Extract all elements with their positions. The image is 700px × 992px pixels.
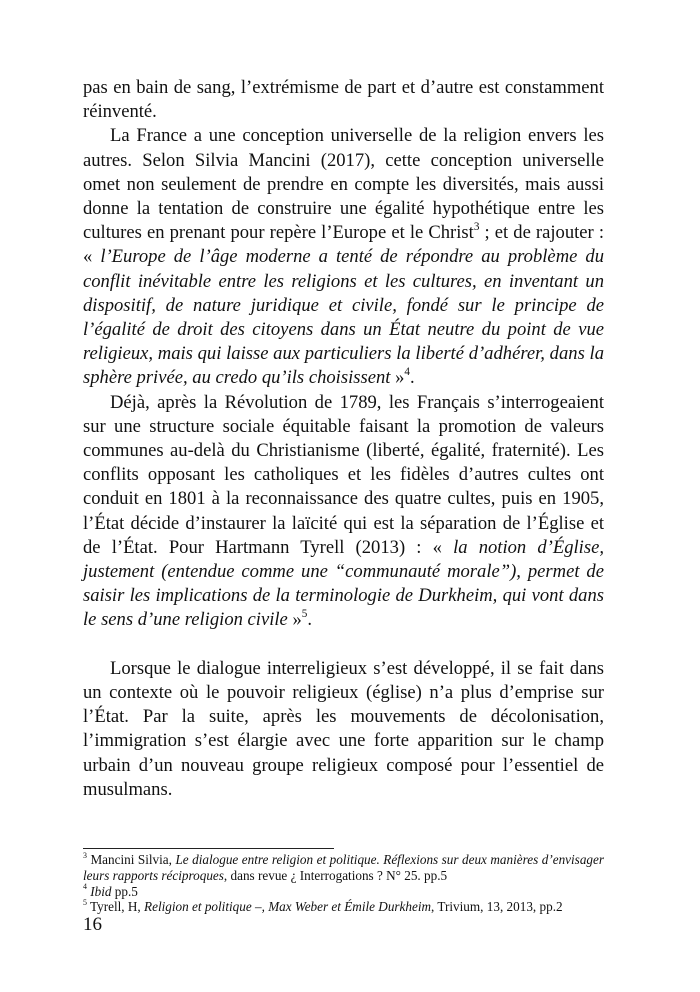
footnote-reference: 3 [83,850,87,860]
text-run: , Trivium, 13, 2013, pp.2 [431,899,563,915]
body-text [83,76,604,802]
text-run: , dans revue ¿ Interrogations ? N° 25. pp.5 [223,867,448,883]
italic-text: Religion et politique –, Max Weber et Émile Durkheim [144,899,432,915]
text-run: . [409,367,415,389]
text-run: pp.5 [111,883,138,899]
text-run: Tyrell, H, [86,899,145,915]
footnote-reference: 4 [83,882,87,892]
text-run: . [307,609,312,631]
text-run: ; et de rajouter : « [83,222,605,268]
text-run: pas en bain de sang, l’extrémisme de part et d’autre est constamment réinventé. [83,77,604,123]
page-number: 16 [83,914,102,935]
paragraph [83,76,604,124]
footnote [83,852,604,884]
text-run: Déjà, après la Révolution de 1789, les Français s’interrogeaient sur une structure sociale équitable faisant la promotion de valeurs communes au-delà du Christianisme (liberté, égalité, fraternité). Les conflits opposant les catholiques et les fidèles d’autres cultes ont conduit en 1801 à la reconnaissance des quatre cultes, puis en 1905, l’État décide d’instaurer la laïcité qui est la séparation de l’Église et de l’État. Pour Hartmann Tyrell (2013) : « [83,391,604,558]
paragraph [83,657,604,802]
italic-text: Ibid [90,883,112,899]
text-run: Mancini Silvia, [86,852,176,867]
italic-text: Le dialogue entre religion et politique. Réflexions sur deux manières d’envisager leurs rapports réciproques [83,852,604,883]
text-run: » [390,367,405,389]
footnote-reference: 5 [83,898,87,908]
footnotes [83,852,604,915]
text-run: La France a une conception universelle de la religion envers les autres. Selon Silvia Mancini (2017), cette conception universelle omet non seulement de prendre en compte les diversités, mais aussi donne la tentation de construire une égalité hypothétique entre les cultures en prenant pour repère l’Europe et le Christ [83,125,604,244]
footnote-reference: 5 [301,608,308,621]
text-run: Lorsque le dialogue interreligieux s’est développé, il se fait dans un contexte où le pouvoir religieux (église) n’a plus d’emprise sur l’État. Par la suite, après les mouvements de décolonisation, l’immigration s’est élargie avec une forte apparition sur le champ urbain d’un nouveau groupe religieux composé pour l’essentiel de musulmans. [83,657,604,800]
italic-text: l’Europe de l’âge moderne a tenté de répondre au problème du conflit inévitable entre les religions et les cultures, en inventant un dispositif, de nature juridique et civile, fondé sur le principe de l’égalité de droit des citoyens dans un État neutre du point de vue religieux, mais qui laisse aux particuliers la liberté d’adhérer, dans la sphère privée, au credo qu’ils choisissent [83,246,604,389]
footnote-separator [83,848,334,849]
footnote [83,899,604,915]
paragraph [83,124,604,390]
paragraph [83,391,604,633]
footnote-reference: 4 [404,366,410,379]
footnote-reference: 3 [473,220,480,233]
text-run: » [287,609,302,631]
italic-text: la notion d’Église, justement (entendue comme une “communauté morale”), permet de saisir les implications de la terminologie de Durkheim, qui vont dans le sens d’une religion civile [83,536,604,631]
footnote [83,884,604,900]
